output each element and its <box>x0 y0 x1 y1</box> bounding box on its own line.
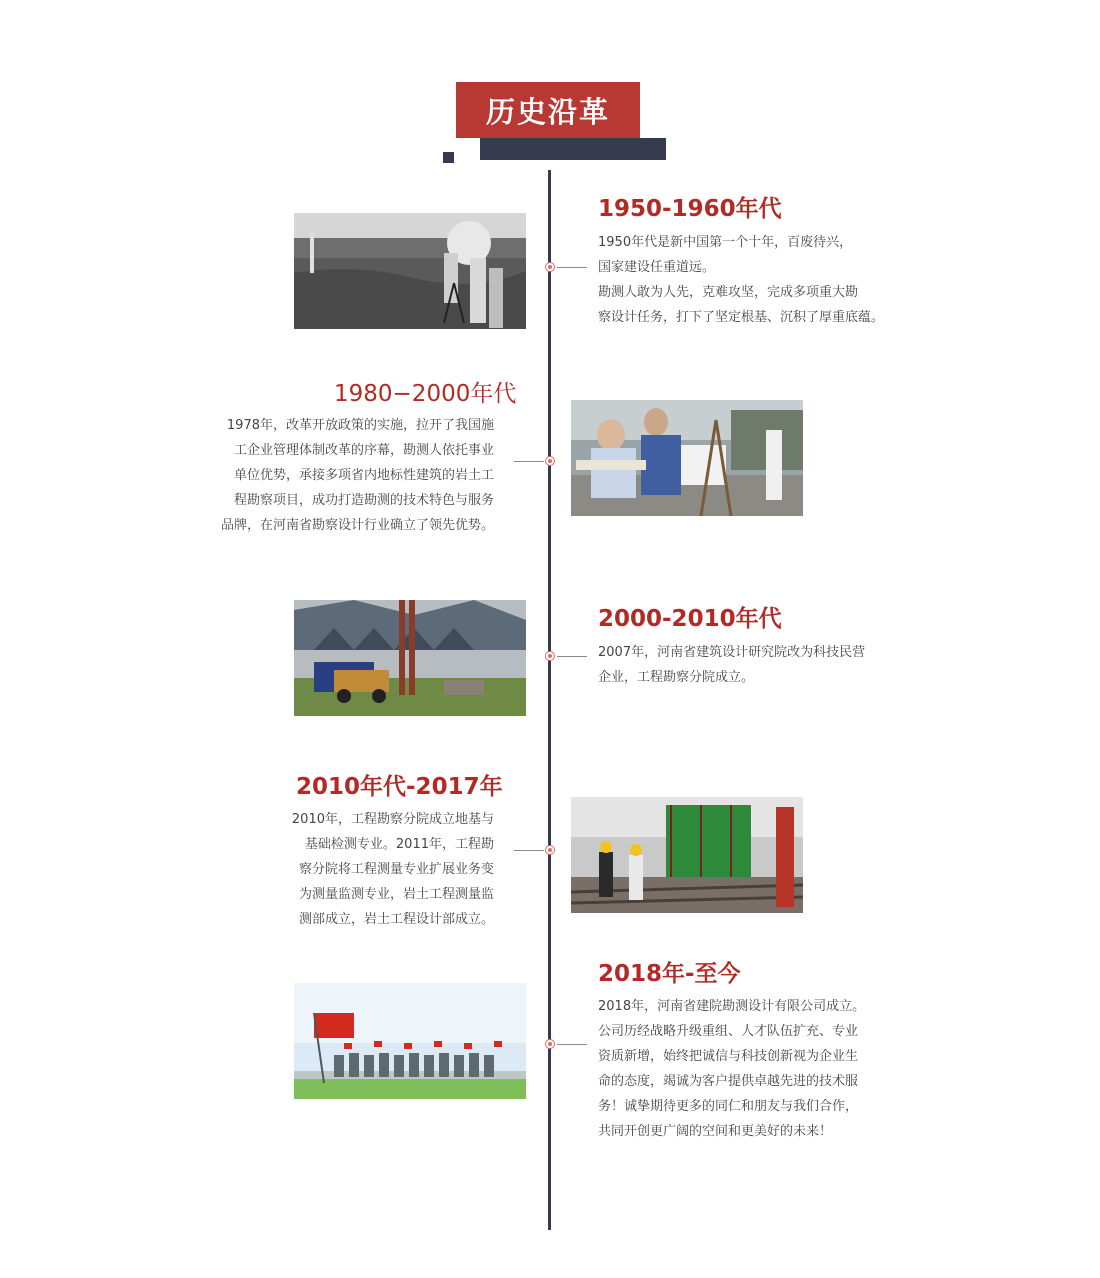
desc-line: 单位优势，承接多项省内地标性建筑的岩土工 <box>233 468 494 483</box>
connector-line <box>514 850 544 851</box>
desc-line: 勘测人敢为人先，克难攻坚，完成多项重大勘 <box>598 285 859 300</box>
photo-1950s-survey <box>294 213 526 329</box>
desc-line: 1950年代是新中国第一个十年，百废待兴， <box>598 235 853 250</box>
era-description <box>221 413 494 538</box>
desc-line: 1978年，改革开放政策的实施，拉开了我国施 <box>226 418 494 433</box>
connector-line <box>557 656 587 657</box>
desc-line: 共同开创更广阔的空间和更美好的未来！ <box>598 1124 833 1139</box>
timeline-axis <box>548 170 551 1230</box>
era-description <box>598 994 865 1144</box>
era-title: 2018年-至今 <box>598 961 741 987</box>
desc-line: 2010年，工程勘察分院成立地基与 <box>291 812 494 827</box>
connector-line <box>557 1044 587 1045</box>
connector-line <box>557 267 587 268</box>
timeline-node <box>545 262 555 272</box>
desc-line: 公司历经战略升级重组、人才队伍扩充、专业 <box>598 1024 859 1039</box>
era-title: 1980−2000年代 <box>334 381 517 407</box>
desc-line: 察设计任务，打下了坚定根基、沉积了厚重底蕴。 <box>598 310 885 325</box>
photo-2000s-drilling <box>294 600 526 716</box>
connector-line <box>514 461 544 462</box>
photo-2018-team-flags <box>294 983 526 1099</box>
desc-line: 察分院将工程测量专业扩展业务变 <box>298 862 494 877</box>
desc-line: 务！诚挚期待更多的同仁和朋友与我们合作， <box>598 1099 859 1114</box>
timeline-node <box>545 1039 555 1049</box>
era-description <box>598 640 865 690</box>
era-title: 2000-2010年代 <box>598 606 782 632</box>
desc-line: 国家建设任重道远。 <box>598 260 716 275</box>
desc-line: 企业，工程勘察分院成立。 <box>598 670 755 685</box>
desc-line: 资质新增，始终把诚信与科技创新视为企业生 <box>598 1049 859 1064</box>
desc-line: 为测量监测专业，岩土工程测量监 <box>298 887 494 902</box>
desc-line: 测部成立，岩土工程设计部成立。 <box>298 912 494 927</box>
era-description <box>292 807 494 932</box>
desc-line: 2018年，河南省建院勘测设计有限公司成立。 <box>598 999 866 1014</box>
title-decor-square <box>443 152 454 163</box>
desc-line: 品牌，在河南省勘察设计行业确立了领先优势。 <box>220 518 494 533</box>
desc-line: 命的态度，竭诚为客户提供卓越先进的技术服 <box>598 1074 859 1089</box>
era-title: 2010年代-2017年 <box>296 774 503 800</box>
desc-line: 程勘察项目，成功打造勘测的技术特色与服务 <box>233 493 494 508</box>
desc-line: 工企业管理体制改革的序幕，勘测人依托事业 <box>233 443 494 458</box>
timeline-node <box>545 456 555 466</box>
photo-1980s-team <box>571 400 803 516</box>
desc-line: 基础检测专业。2011年，工程勘 <box>304 837 494 852</box>
timeline-node <box>545 845 555 855</box>
page-title: 历史沿革 <box>456 82 640 138</box>
era-description <box>598 230 884 330</box>
photo-2010s-construction <box>571 797 803 913</box>
timeline-node <box>545 651 555 661</box>
title-underline-bar <box>480 138 666 160</box>
era-title: 1950-1960年代 <box>598 196 782 222</box>
desc-line: 2007年，河南省建筑设计研究院改为科技民营 <box>598 645 866 660</box>
